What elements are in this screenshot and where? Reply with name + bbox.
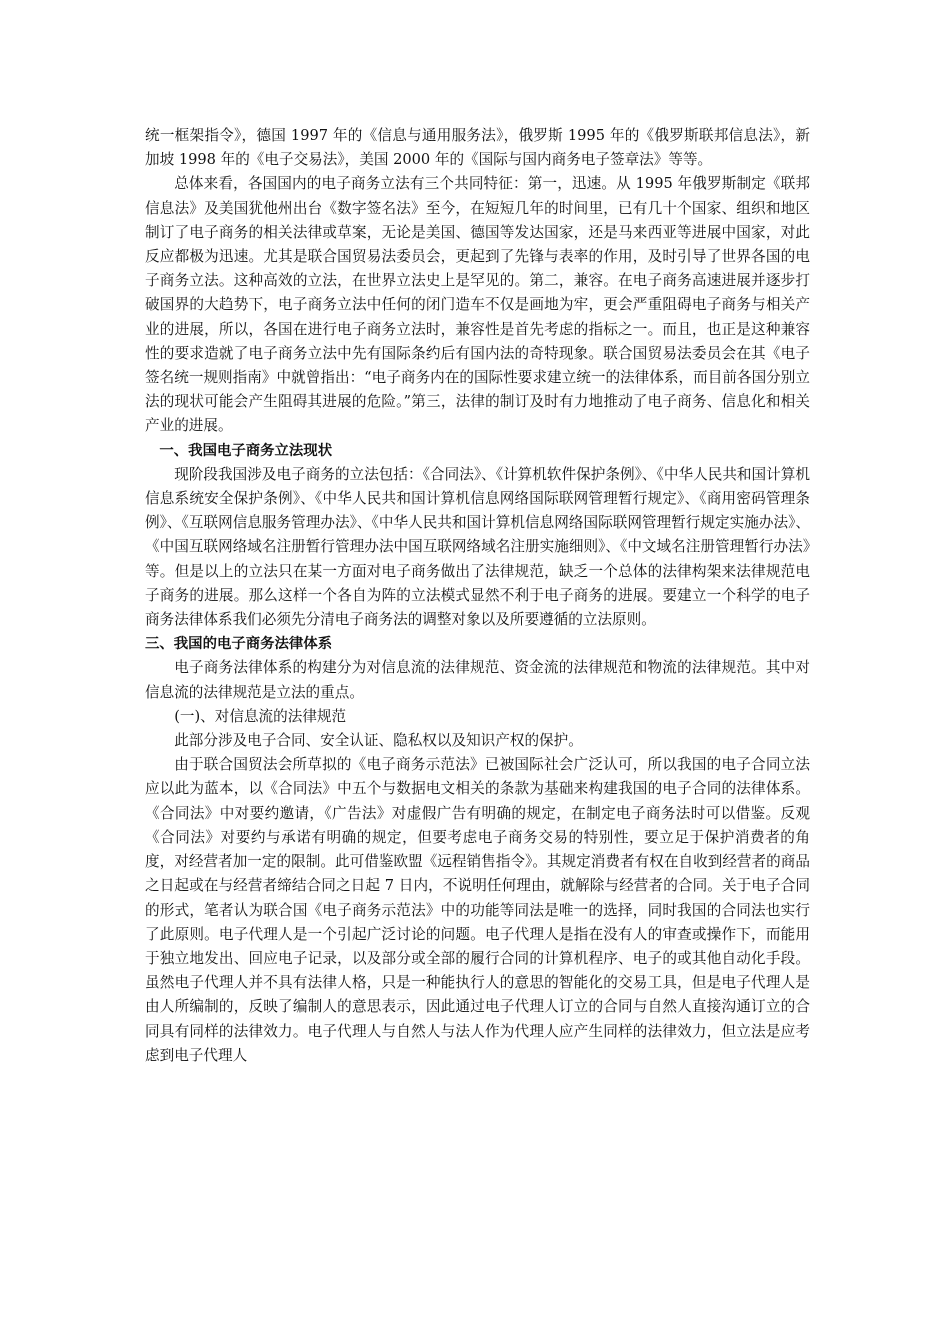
section-heading: 三、我国的电子商务法律体系 xyxy=(145,636,333,653)
subsection-heading: (一)、对信息流的法律规范 xyxy=(174,707,347,725)
body-paragraph: 总体来看，各国国内的电子商务立法有三个共同特征：第一，迅速。从 1995 年俄罗斯制定《联邦信息法》及美国犹他州出台《数字签名法》至今，在短短几年的时间里，已有几十个国家、组织和地区制订了电子商务的相关法律或草案，无论是美国、德国等发达国家，还是马来西亚等进展中国家，对此反应都极为迅速。尤其是联合国贸易法委员会，更起到了先锋与表率的作用，及时引导了世界各国的电子商务立法。这种高效的立法，在世界立法史上是罕见的。第二，兼容。在电子商务高速进展并逐步打破国界的大趋势下，电子商务立法中任何的闭门造车不仅是画地为牢，更会严重阻碍电子商务与相关产业的进展，所以，各国在进行电子商务立法时，兼容性是首先考虑的指标之一。而且，也正是这种兼容性的要求造就了电子商务立法中先有国际条约后有国内法的奇特现象。联合国贸易法委员会在其《电子签名统一规则指南》中就曾指出：“电子商务内在的国际性要求建立统一的法律体系，而目前各国分别立法的现状可能会产生阻碍其进展的危险。”第三，法律的制订及时有力地推动了电子商务、信息化和相关产业的进展。 xyxy=(145,175,810,435)
body-paragraph: 此部分涉及电子合同、安全认证、隐私权以及知识产权的保护。 xyxy=(174,732,583,750)
section-heading: 一、我国电子商务立法现状 xyxy=(159,442,333,459)
document-body xyxy=(145,124,810,1068)
body-paragraph: 电子商务法律体系的构建分为对信息流的法律规范、资金流的法律规范和物流的法律规范。其中对信息流的法律规范是立法的重点。 xyxy=(145,659,810,701)
body-paragraph: 由于联合国贸法会所草拟的《电子商务示范法》已被国际社会广泛认可，所以我国的电子合同立法应以此为蓝本，以《合同法》中五个与数据电文相关的条款为基础来构建我国的电子合同的法律体系。《合同法》中对要约邀请，《广告法》对虚假广告有明确的规定，在制定电子商务法时可以借鉴。反观《合同法》对要约与承诺有明确的规定，但要考虑电子商务交易的特别性，要立足于保护消费者的角度，对经营者加一定的限制。此可借鉴欧盟《远程销售指令》。其规定消费者有权在自收到经营者的商品之日起或在与经营者缔结合同之日起 7 日内，不说明任何理由，就解除与经营者的合同。关于电子合同的形式，笔者认为联合国《电子商务示范法》中的功能等同法是唯一的选择，同时我国的合同法也实行了此原则。电子代理人是一个引起广泛讨论的问题。电子代理人是指在没有人的审查或操作下，而能用于独立地发出、回应电子记录，以及部分或全部的履行合同的计算机程序、电子的或其他自动化手段。虽然电子代理人并不具有法律人格，只是一种能执行人的意思的智能化的交易工具，但是电子代理人是由人所编制的，反映了编制人的意思表示，因此通过电子代理人订立的合同与自然人直接沟通订立的合同具有同样的法律效力。电子代理人与自然人与法人作为代理人应产生同样的法律效力，但立法是应考虑到电子代理人 xyxy=(145,756,810,1064)
body-paragraph: 现阶段我国涉及电子商务的立法包括：《合同法》、《计算机软件保护条例》、《中华人民共和国计算机信息系统安全保护条例》、《中华人民共和国计算机信息网络国际联网管理暂行规定》、《商用密码管理条例》、《互联网信息服务管理办法》、《中华人民共和国计算机信息网络国际联网管理暂行规定实施办法》、《中国互联网络域名注册暂行管理办法中国互联网络域名注册实施细则》、《中文域名注册管理暂行办法》等。但是以上的立法只在某一方面对电子商务做出了法律规范，缺乏一个总体的法律构架来法律规范电子商务的进展。那么这样一个各自为阵的立法模式显然不利于电子商务的进展。要建立一个科学的电子商务法律体系我们必须先分清电子商务法的调整对象以及所要遵循的立法原则。 xyxy=(145,465,810,629)
body-paragraph: 统一框架指令》，德国 1997 年的《信息与通用服务法》，俄罗斯 1995 年的《俄罗斯联邦信息法》，新加坡 1998 年的《电子交易法》，美国 2000 年的《国际与国内商务电子签章法》等等。 xyxy=(145,127,810,169)
